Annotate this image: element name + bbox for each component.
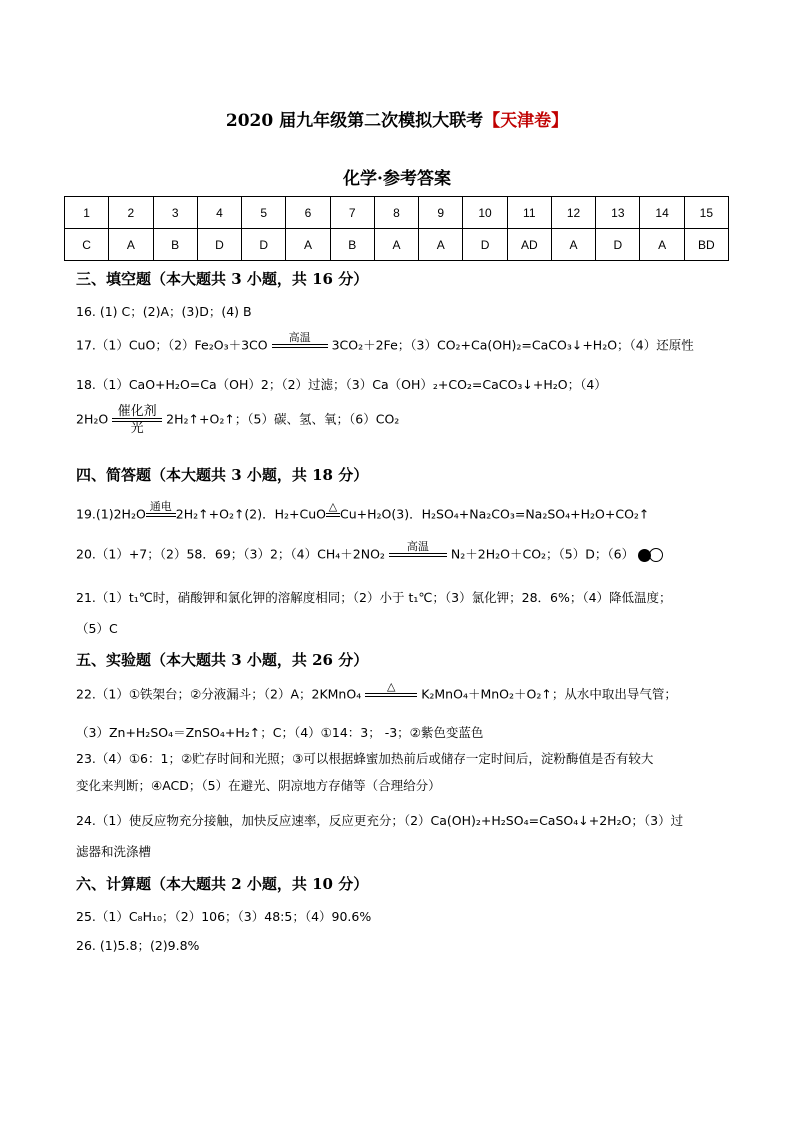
- answer-cell: C: [65, 229, 109, 261]
- question-number-cell: 10: [463, 197, 507, 229]
- answer-table: [64, 196, 729, 261]
- answer-q23-line2: 变化来判断；④ACD；（5）在避光、阴凉地方存储等（合理给分）: [76, 778, 441, 793]
- reaction-condition-arrow: 高温: [272, 331, 328, 361]
- answer-table-number-row: [65, 197, 729, 229]
- heating-condition-symbol: △: [326, 500, 340, 530]
- answer-q22-line2: （3）Zn+H₂SO₄＝ZnSO₄+H₂↑；C；（4）①14：3； -3；②紫色变蓝色: [76, 725, 484, 740]
- answer-cell: A: [109, 229, 153, 261]
- answer-cell: A: [640, 229, 684, 261]
- answer-table-answer-row: [65, 229, 729, 261]
- section-calculation: 六、计算题（本大题共 2 小题，共 10 分）: [76, 875, 369, 893]
- question-number-cell: 3: [153, 197, 197, 229]
- page-title: [0, 106, 794, 131]
- answer-q18-line1: 18.（1）CaO+H₂O=Ca（OH）2；（2）过滤；（3）Ca（OH）₂+CO₂=CaCO₃↓+H₂O；（4）: [76, 377, 607, 392]
- question-number-cell: 12: [551, 197, 595, 229]
- answer-cell: D: [463, 229, 507, 261]
- answer-cell: D: [242, 229, 286, 261]
- reaction-condition-arrow: 催化剂 光: [112, 405, 162, 435]
- answer-q24-line2: 滤器和洗涤槽: [76, 844, 152, 859]
- answer-q18-line2: 2H₂O 催化剂 光 2H₂↑+O₂↑；（5）碳、氢、氧；（6）CO₂: [76, 404, 400, 436]
- reaction-condition-arrow: 高温: [389, 540, 447, 570]
- answer-cell: B: [153, 229, 197, 261]
- answer-cell: D: [596, 229, 640, 261]
- question-number-cell: 7: [330, 197, 374, 229]
- answer-cell: B: [330, 229, 374, 261]
- question-number-cell: 8: [374, 197, 418, 229]
- answer-cell: A: [286, 229, 330, 261]
- answer-cell: A: [419, 229, 463, 261]
- question-number-cell: 2: [109, 197, 153, 229]
- answer-q21-line1: 21.（1）t₁℃时，硝酸钾和氯化钾的溶解度相同；（2）小于 t₁℃；（3）氯化钾；28．6%；（4）降低温度；: [76, 590, 672, 605]
- question-number-cell: 5: [242, 197, 286, 229]
- answer-q21-line2: （5）C: [76, 621, 118, 636]
- answer-q16: 16. (1) C；(2)A；(3)D；(4) B: [76, 304, 252, 319]
- reaction-condition-arrow: 通电: [146, 500, 176, 530]
- answer-q17: 17.（1）CuO；（2）Fe₂O₃＋3CO 高温 3CO₂＋2Fe；（3）CO₂+Ca(OH)₂=CaCO₃↓+H₂O；（4）还原性: [76, 331, 694, 361]
- answer-q26: 26. (1)5.8；(2)9.8%: [76, 938, 200, 953]
- section-fill-in: 三、填空题（本大题共 3 小题，共 16 分）: [76, 270, 369, 288]
- answer-cell: A: [551, 229, 595, 261]
- section-short-answer: 四、简答题（本大题共 3 小题，共 18 分）: [76, 466, 369, 484]
- question-number-cell: 6: [286, 197, 330, 229]
- question-number-cell: 14: [640, 197, 684, 229]
- question-number-cell: 13: [596, 197, 640, 229]
- answer-cell: A: [374, 229, 418, 261]
- question-number-cell: 1: [65, 197, 109, 229]
- answer-q22-line1: 22.（1）①铁架台；②分液漏斗；（2）A；2KMnO₄ △ K₂MnO₄＋MnO₂＋O₂↑；从水中取出导气管；: [76, 680, 677, 710]
- question-number-cell: 15: [684, 197, 728, 229]
- answer-cell: AD: [507, 229, 551, 261]
- question-number-cell: 4: [197, 197, 241, 229]
- title-region-tag: 【天津卷】: [483, 111, 569, 131]
- section-experiment: 五、实验题（本大题共 3 小题，共 26 分）: [76, 651, 369, 669]
- answer-q25: 25.（1）C₈H₁₀；（2）106；（3）48:5；（4）90.6%: [76, 909, 372, 924]
- question-number-cell: 11: [507, 197, 551, 229]
- page-subtitle: 化学·参考答案: [343, 169, 451, 189]
- answer-q20: 20.（1）+7；（2）58．69；（3）2；（4）CH₄＋2NO₂ 高温 N₂＋2H₂O＋CO₂；（5）D；（6）: [76, 540, 663, 570]
- answer-q19: 19.(1)2H₂O 通电 2H₂↑+O₂↑(2)．H₂+CuO △ Cu+H₂O(3)．H₂SO₄+Na₂CO₃=Na₂SO₄+H₂O+CO₂↑: [76, 500, 649, 530]
- question-number-cell: 9: [419, 197, 463, 229]
- open-atom-icon: [649, 548, 663, 562]
- title-prefix: 2020 届九年级第二次模拟大联考: [225, 111, 484, 131]
- answer-cell: D: [197, 229, 241, 261]
- answer-q24-line1: 24.（1）使反应物充分接触，加快反应速率，反应更充分；（2）Ca(OH)₂+H₂SO₄=CaSO₄↓+2H₂O；（3）过: [76, 813, 684, 828]
- answer-cell: BD: [684, 229, 728, 261]
- heating-condition-symbol: △: [365, 680, 417, 710]
- answer-q23-line1: 23.（4）①6：1；②贮存时间和光照；③可以根据蜂蜜加热前后或储存一定时间后，淀粉酶值是否有较大: [76, 751, 654, 766]
